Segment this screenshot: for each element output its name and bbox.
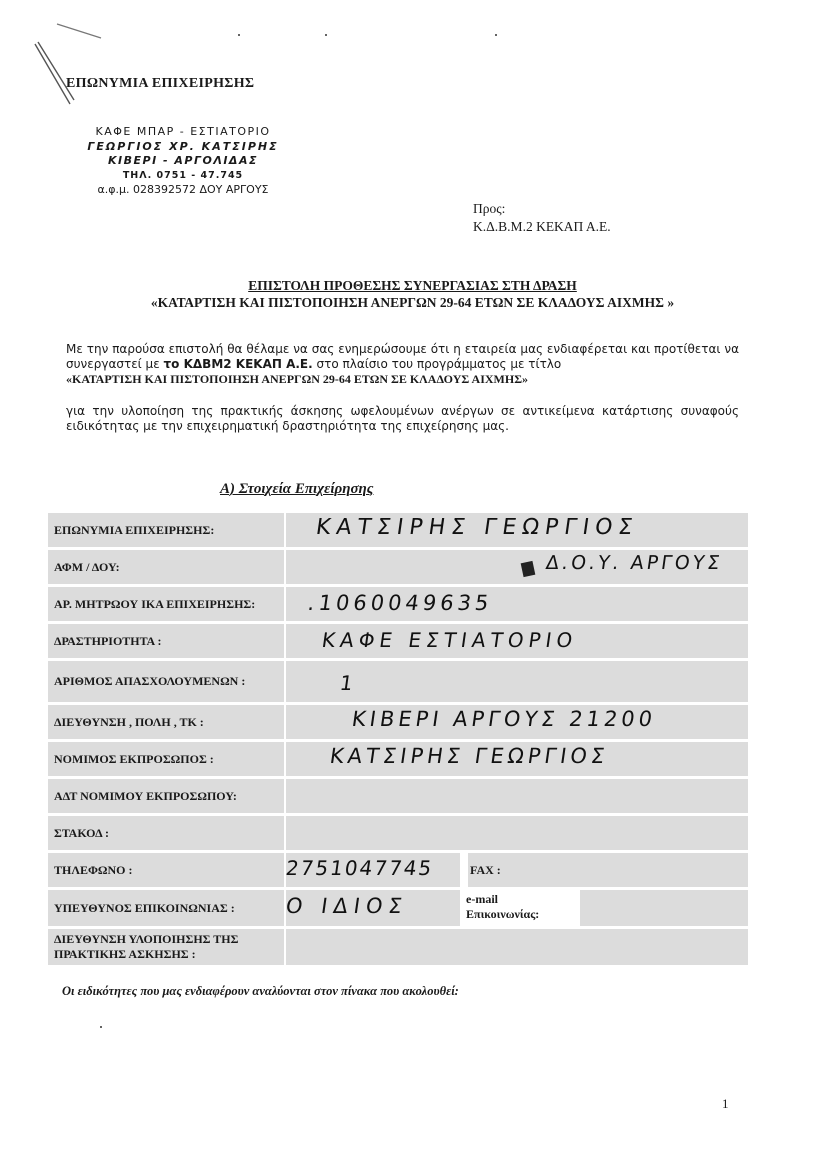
speck [238,34,240,36]
handwritten-value: 1 [338,671,361,695]
phone-field[interactable] [286,853,460,887]
form-label: ΣΤΑΚΟΔ : [48,816,284,850]
form-label: ΑΡΙΘΜΟΣ ΑΠΑΣΧΟΛΟΥΜΕΝΩΝ : [48,661,284,702]
form-value-field[interactable] [286,816,748,850]
intro-program-title: «ΚΑΤΑΡΤΙΣΗ ΚΑΙ ΠΙΣΤΟΠΟΙΗΣΗ ΑΝΕΡΓΩΝ 29-64 ΕΤΩΝ ΣΕ ΚΛΑΔΟΥΣ ΑΙΧΜΗΣ» [66,372,529,386]
form-value-field[interactable] [286,550,748,584]
title-line-1: ΕΠΙΣΤΟΛΗ ΠΡΟΘΕΣΗΣ ΣΥΝΕΡΓΑΣΙΑΣ ΣΤΗ ΔΡΑΣΗ [248,278,577,293]
form-value-field[interactable] [286,624,748,658]
form-value-field[interactable] [286,587,748,621]
section-title-text: Α) Στοιχεία Επιχείρησης [220,481,374,497]
email-field[interactable] [580,890,748,926]
form-row-company-name [48,513,748,547]
speck [495,34,497,36]
form-row-ika-number [48,587,748,621]
speck [100,1026,102,1028]
form-row-contact-person [48,890,748,926]
stamp-line-tax-id: α.φ.μ. 028392572 ΔΟΥ ΑΡΓΟΥΣ [97,183,269,196]
form-label: ΑΦΜ / ΔΟΥ: [48,550,284,584]
form-row-activity [48,624,748,658]
handwritten-value: Δ.Ο.Υ. ΑΡΓΟΥΣ [544,552,724,574]
form-label: ΥΠΕΥΘΥΝΟΣ ΕΠΙΚΟΙΝΩΝΙΑΣ : [48,890,284,926]
specialties-note: Οι ειδικότητες που μας ενδιαφέρουν αναλύονται στον πίνακα που ακολουθεί: [62,984,459,998]
handwritten-value: ΚΙΒΕΡΙ ΑΡΓΟΥΣ 21200 [350,707,658,731]
form-row-training-address [48,929,748,965]
recipient-name: Κ.Δ.Β.Μ.2 ΚΕΚΑΠ Α.Ε. [473,219,611,234]
form-row-employees [48,661,748,702]
form-label: ΔΡΑΣΤΗΡΙΟΤΗΤΑ : [48,624,284,658]
recipient-block [473,200,611,236]
intro-text-b: στο πλαίσιο του προγράμματος με τίτλο [312,357,562,371]
speck [325,34,327,36]
redaction-mark [521,561,536,577]
stamp-line-business-type: ΚΑΦΕ ΜΠΑΡ - ΕΣΤΙΑΤΟΡΙΟ [95,125,271,138]
title-line-2: «ΚΑΤΑΡΤΙΣΗ ΚΑΙ ΠΙΣΤΟΠΟΙΗΣΗ ΑΝΕΡΓΩΝ 29-64 ΕΤΩΝ ΣΕ ΚΛΑΔΟΥΣ ΑΙΧΜΗΣ » [150,295,675,310]
stamp-line-location: ΚΙΒΕΡΙ - ΑΡΓΟΛΙΔΑΣ [108,154,258,167]
form-value-field[interactable] [286,705,748,739]
form-value-field[interactable] [286,742,748,776]
handwritten-value: ΚΑΦΕ ΕΣΤΙΑΤΟΡΙΟ [320,628,579,652]
form-value-field[interactable] [286,779,748,813]
pen-scribble-mark [30,40,90,110]
contact-person-field[interactable] [286,890,460,926]
document-title [0,277,825,311]
email-label-line-2: Επικοινωνίας: [466,907,540,921]
form-value-field[interactable] [286,513,748,547]
email-label-line-1: e-mail [466,892,498,906]
email-label [466,890,578,926]
form-label: ΔΙΕΥΘΥΝΣΗ ΥΛΟΠΟΙΗΣΗΣ ΤΗΣ ΠΡΑΚΤΙΚΗΣ ΑΣΚΗΣΗΣ : [48,929,284,965]
form-label: ΤΗΛΕΦΩΝΟ : [48,853,284,887]
handwritten-value: Ο ΙΔΙΟΣ [284,894,410,918]
intro-text-a: Με την παρούσα επιστολή θα θέλαμε να σας ενημερώσουμε ότι η εταιρεία μας ενδιαφέρεται και προτίθεται να συνεργαστεί με [66,342,739,371]
company-stamp [58,125,308,198]
handwritten-value: 2751047745 [284,856,435,880]
handwritten-value: ΚΑΤΣΙΡΗΣ ΓΕΩΡΓΙΟΣ [314,515,640,540]
section-title [220,481,373,498]
form-value-field[interactable] [286,929,748,965]
fax-label: FAX : [470,862,501,877]
stamp-line-phone: ΤΗΛ. 0751 - 47.745 [122,169,244,181]
form-row-tax-id [48,550,748,584]
purpose-paragraph: για την υλοποίηση της πρακτικής άσκησης ωφελουμένων ανέργων σε αντικείμενα κατάρτισης συναφούς ειδικότητας με την επιχειρηματική δραστηριότητα της επιχείρησης μας. [66,404,739,433]
form-row-legal-rep [48,742,748,776]
form-row-address [48,705,748,739]
handwritten-value: .1060049635 [306,591,494,615]
fax-field[interactable] [468,853,748,887]
form-label: ΑΡ. ΜΗΤΡΩΟΥ ΙΚΑ ΕΠΙΧΕΙΡΗΣΗΣ: [48,587,284,621]
form-label: ΝΟΜΙΜΟΣ ΕΚΠΡΟΣΩΠΟΣ : [48,742,284,776]
page-number: 1 [722,1096,729,1111]
form-row-legal-rep-id [48,779,748,813]
pen-stroke-mark [55,22,105,42]
intro-text-org: το ΚΔΒΜ2 ΚΕΚΑΠ Α.Ε. [163,357,313,371]
company-name-heading: ΕΠΩΝΥΜΙΑ ΕΠΙΧΕΙΡΗΣΗΣ [66,76,255,91]
form-label: ΑΔΤ ΝΟΜΙΜΟΥ ΕΚΠΡΟΣΩΠΟΥ: [48,779,284,813]
form-label: ΕΠΩΝΥΜΙΑ ΕΠΙΧΕΙΡΗΣΗΣ: [48,513,284,547]
recipient-label: Προς: [473,201,506,216]
form-row-stakod [48,816,748,850]
handwritten-value: ΚΑΤΣΙΡΗΣ ΓΕΩΡΓΙΟΣ [328,744,610,768]
intro-paragraph [66,342,739,387]
form-label: ΔΙΕΥΘΥΝΣΗ , ΠΟΛΗ , ΤΚ : [48,705,284,739]
form-row-phone [48,853,748,887]
stamp-line-owner: ΓΕΩΡΓΙΟΣ ΧΡ. ΚΑΤΣΙΡΗΣ [87,139,279,153]
form-value-field[interactable] [286,661,748,702]
